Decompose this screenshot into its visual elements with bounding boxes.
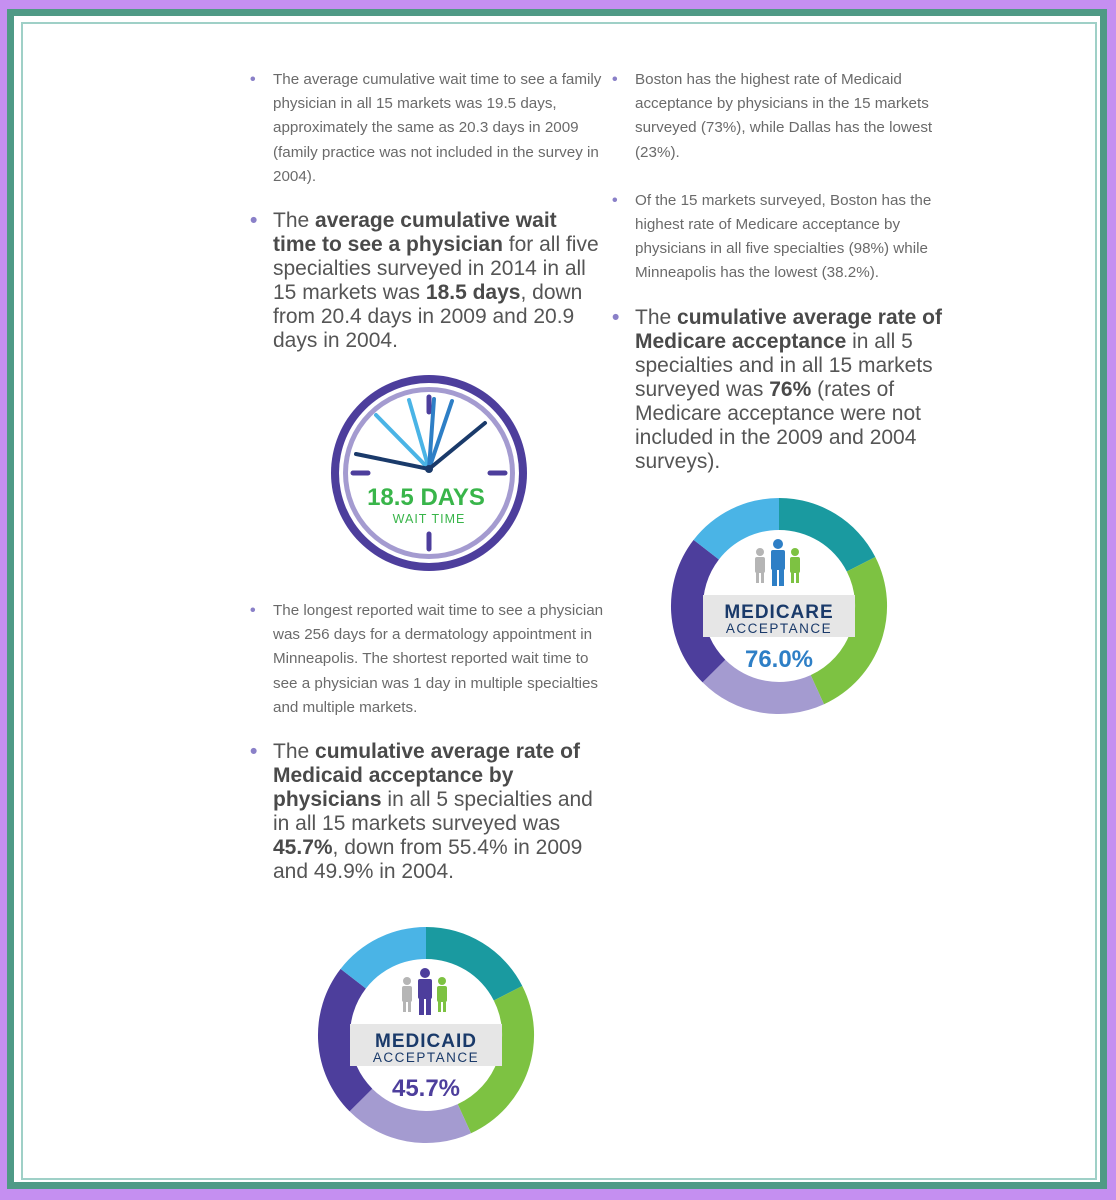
bullet-icon: • (250, 602, 256, 619)
left-column-lower (250, 599, 605, 884)
right-column (612, 68, 972, 474)
bullet-icon: • (612, 71, 618, 88)
family-wait-text: The average cumulative wait time to see a family physician in all 15 markets was 19.5 days, approximately the same as 20.3 days in 2009 (family practice was not included in the survey in 2004). (273, 71, 602, 185)
medicare-donut-subtitle: ACCEPTANCE (725, 621, 833, 636)
medicaid-rate-value: 45.7% (273, 836, 333, 860)
medicaid-donut-chart (317, 926, 535, 1144)
medicaid-rate-highlight: cumulative average rate of Medicaid acceptance by physicians (273, 740, 580, 812)
medicaid-rate-bullet: • The cumulative average rate of Medicaid acceptance by physicians in all 5 specialties and in all 15 markets surveyed was 45.7%, down from 55.4% in 2009 and 49.9% in 2004. (250, 740, 593, 884)
medicare-donut-value: 76.0% (744, 646, 814, 673)
medicare-donut-chart (670, 497, 888, 715)
bullet-icon: • (250, 740, 258, 764)
avg-wait-value: 18.5 days (425, 281, 521, 305)
avg-wait-bullet: • The average cumulative wait time to see a physician for all five specialties surveyed in 2014 in all 15 markets was 18.5 days, down from 20.4 days in 2009 and 20.9 days in 2004. (250, 209, 599, 353)
medicare-markets-bullet (612, 189, 972, 286)
bullet-icon: • (612, 191, 618, 209)
longest-wait-bullet (250, 599, 605, 720)
medicaid-donut-subtitle: ACCEPTANCE (372, 1050, 480, 1065)
medicare-donut-title: MEDICARE (724, 602, 834, 623)
medicaid-markets-bullet (612, 68, 972, 165)
medicare-rate-bullet: • The cumulative average rate of Medicare acceptance in all 5 specialties and in all 15 markets surveyed was 76% (rates of Medicare acceptance were not included in the 2009 and 2004 surveys). (612, 305, 942, 473)
medicaid-donut-value: 45.7% (391, 1075, 461, 1102)
family-wait-bullet (250, 68, 605, 189)
people-icon (402, 968, 447, 1015)
medicare-rate-highlight: cumulative average rate of Medicare acceptance (635, 305, 942, 353)
clock-label: WAIT TIME (392, 512, 466, 526)
bullet-icon: • (612, 305, 620, 329)
medicaid-markets-text: Boston has the highest rate of Medicaid acceptance by physicians in the 15 markets surveyed (73%), while Dallas has the lowest (23%). (635, 71, 933, 161)
clock-value: 18.5 DAYS (367, 484, 485, 511)
medicare-markets-text: Of the 15 markets surveyed, Boston has the highest rate of Medicare acceptance by physicians in all five specialties (98%) while Minneapolis has the lowest (38.2%). (635, 191, 932, 282)
bullet-icon: • (250, 209, 258, 233)
bullet-icon: • (250, 71, 256, 88)
clock-icon (328, 372, 530, 574)
people-icon (755, 539, 800, 586)
longest-wait-text: The longest reported wait time to see a physician was 256 days for a dermatology appointment in Minneapolis. The shortest reported wait time to see a physician was 1 day in multiple specialties and multiple markets. (273, 602, 604, 716)
medicare-rate-value: 76% (769, 377, 812, 401)
left-column (250, 68, 605, 353)
medicaid-donut-title: MEDICAID (375, 1031, 477, 1052)
avg-wait-highlight: average cumulative wait time to see a physician (273, 209, 557, 257)
